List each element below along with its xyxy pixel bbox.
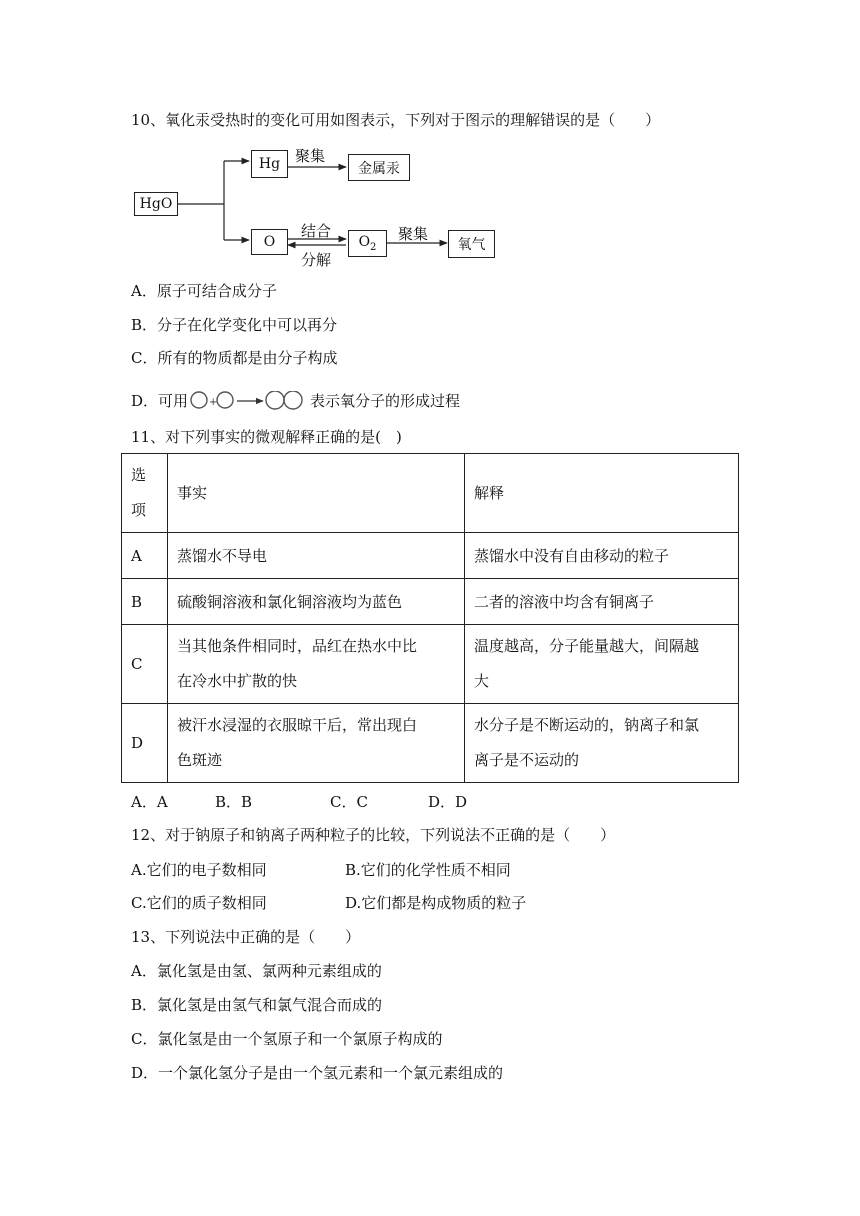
- header-option-line-1: 选: [131, 466, 147, 484]
- reaction-diagram: [0, 0, 860, 280]
- q10-option-d: [131, 391, 460, 413]
- q13-stem: 13、下列说法中正确的是（ ）: [131, 928, 361, 946]
- q10-stem: 10、氧化汞受热时的变化可用如图表示，下列对于图示的理解错误的是（ ）: [131, 111, 661, 129]
- q11-stem: 11、对下列事实的微观解释正确的是( ): [131, 428, 402, 446]
- table-row: [122, 625, 739, 704]
- diagram-lines: [0, 0, 860, 280]
- header-explain: 解释: [465, 454, 739, 533]
- q13-option-c: C．氯化氢是由一个氢原子和一个氯原子构成的: [131, 1030, 443, 1048]
- q12-option-c: C.它们的质子数相同: [131, 894, 267, 912]
- row-option: C: [122, 625, 168, 704]
- facts-table: [121, 453, 739, 783]
- q11-option-b: B．B: [215, 793, 253, 811]
- q10-option-a: A．原子可结合成分子: [131, 282, 277, 300]
- row-explain-line: 大: [474, 672, 490, 690]
- o2-base: O: [358, 234, 371, 251]
- row-fact: 蒸馏水不导电: [168, 533, 465, 579]
- molecule-formation-figure: [190, 391, 308, 413]
- row-fact: 硫酸铜溶液和氯化铜溶液均为蓝色: [168, 579, 465, 625]
- table-row: [122, 704, 739, 783]
- row-explain: 二者的溶液中均含有铜离子: [465, 579, 739, 625]
- q12-option-b: B.它们的化学性质不相同: [345, 861, 511, 879]
- svg-text:+: +: [209, 397, 218, 408]
- header-fact: 事实: [168, 454, 465, 533]
- q13-option-a: A．氯化氢是由氢、氯两种元素组成的: [131, 962, 382, 980]
- row-explain: 蒸馏水中没有自由移动的粒子: [465, 533, 739, 579]
- q12-option-d: D.它们都是构成物质的粒子: [345, 894, 527, 912]
- row-explain-line: 离子是不运动的: [474, 751, 580, 769]
- row-fact: [168, 625, 465, 704]
- row-explain-line: 水分子是不断运动的，钠离子和氯: [474, 716, 700, 734]
- o-atom-label: O: [263, 234, 276, 250]
- q11-option-d: D．D: [428, 793, 468, 811]
- oxygen-box: [448, 230, 495, 258]
- row-fact-line: 在冷水中扩散的快: [177, 672, 298, 690]
- row-explain: [465, 704, 739, 783]
- q12-stem: 12、对于钠原子和钠离子两种粒子的比较，下列说法不正确的是（ ）: [131, 826, 616, 844]
- oxygen-label: 氧气: [457, 237, 486, 253]
- header-option-line-2: 项: [131, 501, 147, 519]
- q13-option-b: B．氯化氢是由氢气和氯气混合而成的: [131, 996, 383, 1014]
- q10-option-d-prefix: D．可用: [131, 392, 189, 410]
- table-header-row: [122, 454, 739, 533]
- hg-box: [251, 150, 288, 178]
- mercury-label: 金属汞: [358, 160, 400, 177]
- hg-label: Hg: [258, 156, 281, 172]
- o-box: [251, 229, 288, 255]
- header-option: [122, 454, 168, 533]
- hgo-box: [134, 192, 178, 216]
- q12-option-a: A.它们的电子数相同: [131, 861, 267, 879]
- molecule-formation-svg: [190, 391, 308, 413]
- row-fact-line: 色斑迹: [177, 751, 223, 769]
- o2-subscript: 2: [370, 241, 377, 253]
- row-option: A: [122, 533, 168, 579]
- q10-option-d-suffix: 表示氧分子的形成过程: [310, 392, 461, 410]
- q10-option-b: B．分子在化学变化中可以再分: [131, 316, 338, 334]
- gather-label-bottom: 聚集: [398, 225, 429, 243]
- decompose-label: 分解: [301, 251, 332, 269]
- row-option: D: [122, 704, 168, 783]
- o2-label: [359, 234, 377, 253]
- q11-options: [131, 792, 467, 812]
- q13-option-d: D．一个氯化氢分子是由一个氢元素和一个氯元素组成的: [131, 1064, 504, 1082]
- hgo-label: HgO: [139, 196, 173, 212]
- combine-label: 结合: [301, 222, 332, 240]
- row-fact-line: 被汗水浸湿的衣服晾干后，常出现白: [177, 716, 418, 734]
- row-fact-line: 当其他条件相同时，品红在热水中比: [177, 637, 418, 655]
- table-row: [122, 533, 739, 579]
- q10-option-c: C．所有的物质都是由分子构成: [131, 349, 338, 367]
- q11-option-c: C．C: [330, 793, 368, 811]
- table-row: [122, 579, 739, 625]
- o2-box: [348, 230, 387, 257]
- row-fact: [168, 704, 465, 783]
- row-option: B: [122, 579, 168, 625]
- mercury-box: [348, 154, 410, 181]
- gather-label-top: 聚集: [295, 147, 326, 165]
- row-explain: [465, 625, 739, 704]
- q11-option-a: A．A: [131, 793, 168, 811]
- row-explain-line: 温度越高，分子能量越大，间隔越: [474, 637, 700, 655]
